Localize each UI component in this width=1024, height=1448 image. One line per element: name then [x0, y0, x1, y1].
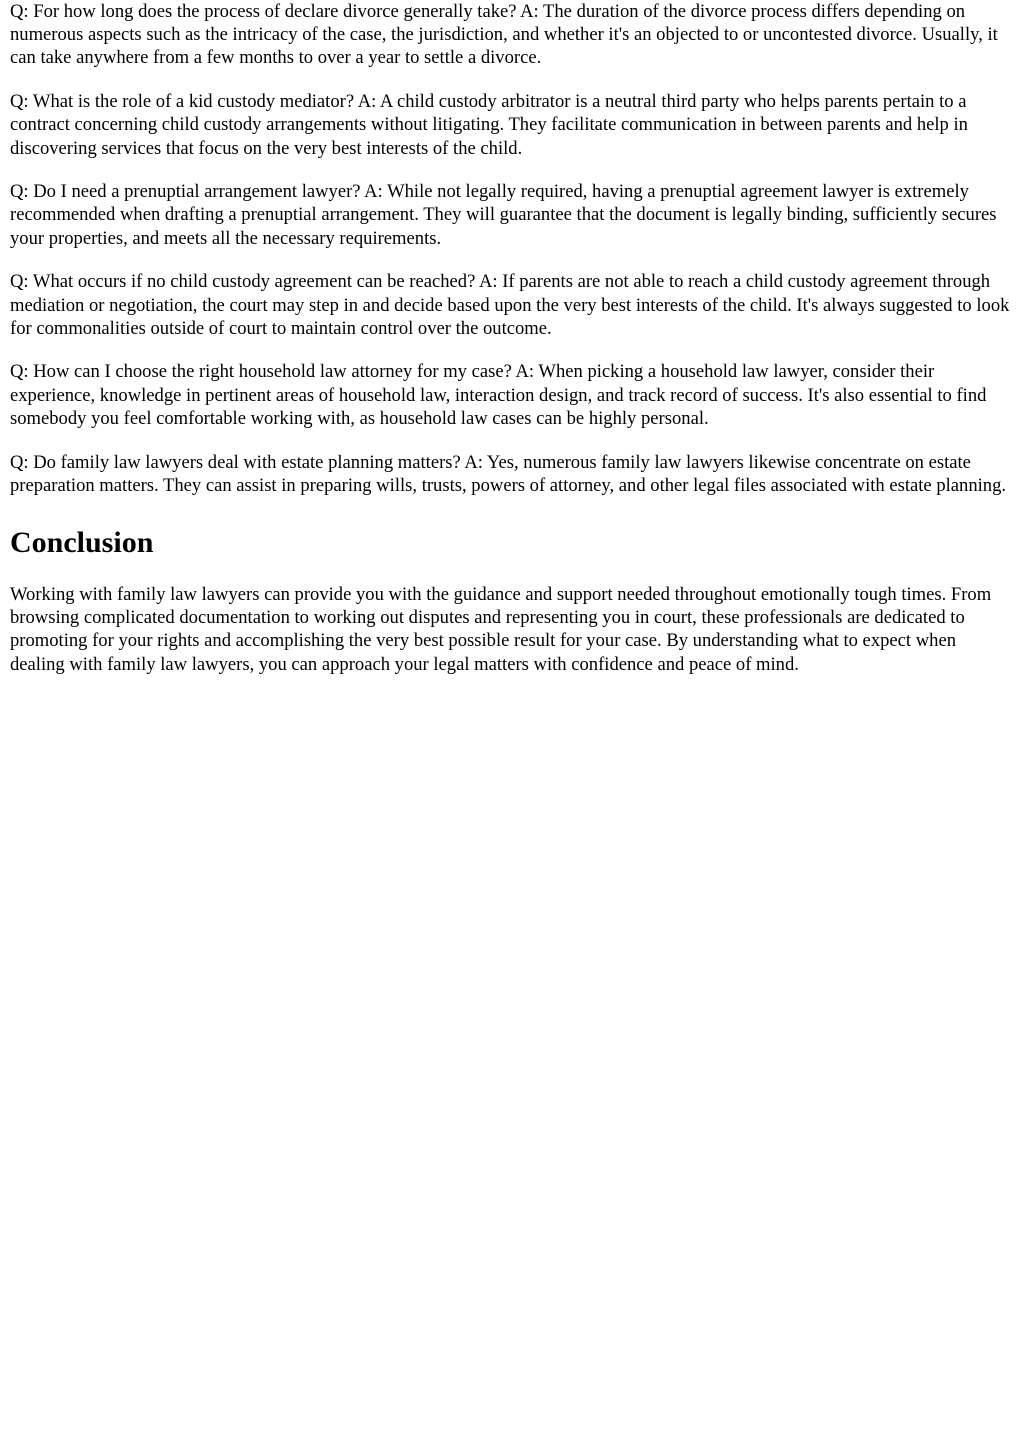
conclusion-heading: Conclusion — [10, 525, 154, 559]
faq-custody-mediator: Q: What is the role of a kid custody mediator? A: A child custody arbitrator is a neutral third party who helps parents pertain to a contract concerning child custody arrangements without litigating. They facilitate communication in between parents and help in discovering services that focus on the very best interests of the child. — [10, 91, 968, 159]
article-content — [0, 0, 1024, 676]
faq-prenuptial-lawyer: Q: Do I need a prenuptial arrangement lawyer? A: While not legally required, having a prenuptial agreement lawyer is extremely recommended when drafting a prenuptial arrangement. They will guarantee that the document is legally binding, sufficiently secures your properties, and meets all the necessary requirements. — [10, 181, 997, 249]
faq-choose-attorney: Q: How can I choose the right household law attorney for my case? A: When picking a household law lawyer, consider their experience, knowledge in pertinent areas of household law, interaction design, and track record of success. It's also essential to find somebody you feel comfortable working with, as household law cases can be highly personal. — [10, 361, 987, 429]
faq-no-custody-agreement: Q: What occurs if no child custody agreement can be reached? A: If parents are not able to reach a child custody agreement through mediation or negotiation, the court may step in and decide based upon the very best interests of the child. It's always suggested to look for commonalities outside of court to maintain control over the outcome. — [10, 271, 1010, 339]
faq-divorce-duration: Q: For how long does the process of declare divorce generally take? A: The duration of the divorce process differs depending on numerous aspects such as the intricacy of the case, the jurisdiction, and whether it's an objected to or uncontested divorce. Usually, it can take anywhere from a few months to over a year to settle a divorce. — [10, 1, 998, 69]
faq-estate-planning: Q: Do family law lawyers deal with estate planning matters? A: Yes, numerous family law lawyers likewise concentrate on estate preparation matters. They can assist in preparing wills, trusts, powers of attorney, and other legal files associated with estate planning. — [10, 451, 1007, 496]
conclusion-paragraph: Working with family law lawyers can provide you with the guidance and support needed throughout emotionally tough times. From browsing complicated documentation to working out disputes and representing you in court, these professionals are dedicated to promoting for your rights and accomplishing the very best possible result for your case. By understanding what to expect when dealing with family law lawyers, you can approach your legal matters with confidence and peace of mind. — [10, 583, 992, 675]
